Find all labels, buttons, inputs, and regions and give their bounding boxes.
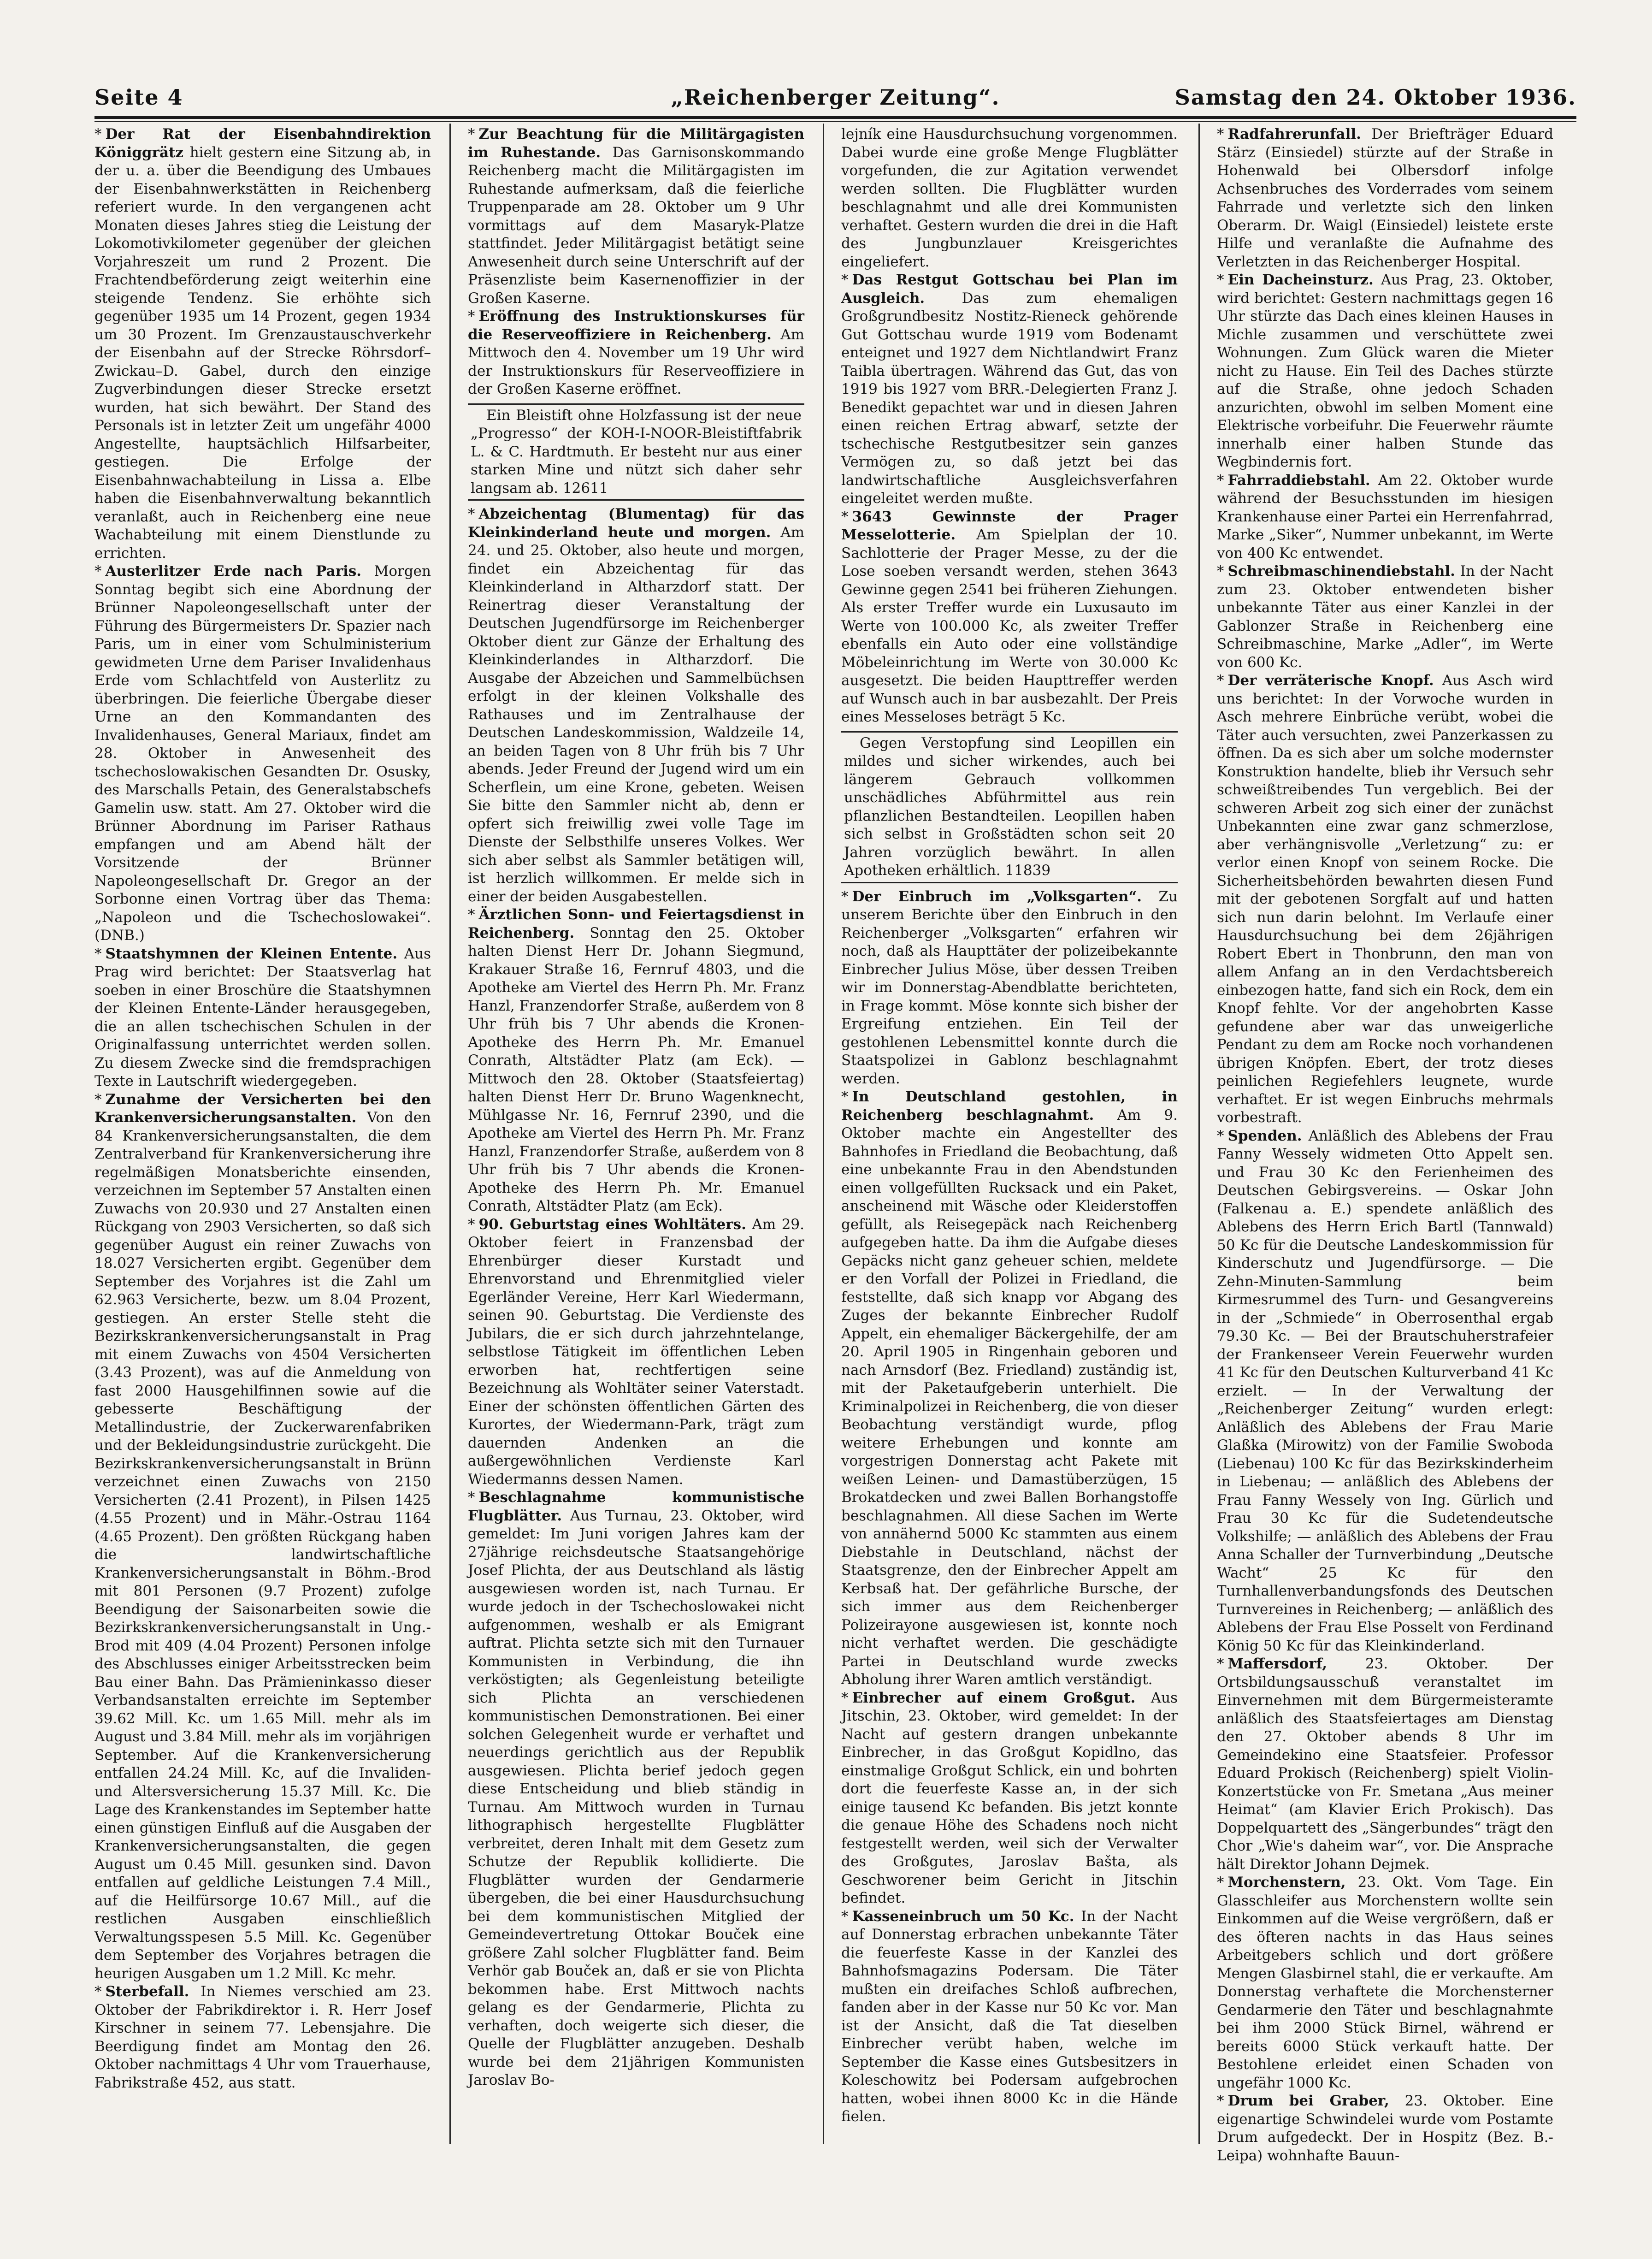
article-text: Anläßlich des Ablebens der Frau Fanny Wessely widmeten Otto Appelt sen. und Frau 30 Kc den Ferienheimen des Deutschen Gebirgsvereins. — Oskar John (Falkenau a. E.) spendete anläßlich des Ablebens des Herrn Erich Bartl (Tannwald) 50 Kc für die Deutsche Landeskommission für Kinderschutz und Jugendfürsorge. — Die Zehn-Minuten-Sammlung beim Kirmesrummel des Turn- und Gesangvereins in der „Schmiede“ in Oberrosenthal ergab 79.30 Kc. — Bei der Brautschuherstrafeier der Frankenseer Verein Feuerwehr wurden 41 Kc für den Deutschen Kulturverband 41 Kc erzielt. — In der Verwaltung der „Reichenberger Zeitung“ wurden erlegt: Anläßlich des Ablebens der Frau Marie Glaßka (Mirowitz) von der Familie Swoboda (Liebenau) 100 Kc für das Bezirkskinderheim in Liebenau; — anläßlich des Ablebens der Frau Fanny Wessely von Ing. Gürlich und Frau 30 Kc für die Sudetendeutsche Volkshilfe; — anläßlich des Ablebens der Frau Anna Schaller der Turnverbindung „Deutsche Wacht“ 25 Kc für den Turnhallenverbandungsfonds des Deutschen Turnvereines in Reichenberg; — anläßlich des Ablebens der Frau Else Posselt von Ferdinand König 50 Kc für das Kleinkinderland. (1217, 1127, 1553, 1654)
article-bullet: * (94, 1091, 102, 1108)
article-headline: 90. Geburtstag eines Wohltäters. (478, 1216, 746, 1233)
news-article (1217, 472, 1553, 563)
article-text: In Niemes verschied am 23. Oktober der Fabrikdirektor i. R. Herr Josef Kirschner in seinem 77. Lebensjahre. Die Beerdigung findet am Montag den 26. Oktober nachmittags 4 Uhr vom Trauerhause, Fabrikstraße 452, aus statt. (94, 1983, 431, 2091)
news-article (94, 562, 431, 945)
page-number: Seite 4 (94, 85, 183, 110)
article-text: Am 29. Oktober feiert in Franzensbad der Ehrenbürger dieser Kurstadt und Ehrenvorstand und Ehrenmitglied vieler Egerländer Vereine, Herr Karl Wiedermann, seinen 90. Geburtstag. Die Verdienste des Jubilars, die er sich durch jahrzehntelange, selbstlose Tätigkeit im öffentlichen Leben erworben hat, rechtfertigen seine Bezeichnung als Wohltäter seiner Vaterstadt. Einer der schönsten öffentlichen Gärten des Kurortes, der Wiedermann-Park, trägt zum dauernden Andenken an die außergewöhnlichen Verdienste Karl Wiedermanns dessen Namen. (468, 1216, 804, 1488)
article-text: Am 9. Oktober machte ein Angestellter des Bahnhofes in Friedland die Beobachtung, daß eine unbekannte Frau in den Abendstunden einen vollgefüllten Rucksack und ein Paket, anscheinend mit Wäsche oder Kleiderstoffen gefüllt, als Reisegepäck nach Reichenberg aufgegeben hatte. Da ihm die Aufgabe dieses Gepäcks nicht ganz geheuer schien, meldete er den Vorfall der Polizei in Friedland, die feststellte, daß sich knapp vor Abgang des Zuges der bekannte Einbrecher Rudolf Appelt, ein ehemaliger Bäckergehilfe, der am 20. April 1905 in Ringenhain geboren und nach Arnsdorf (Bez. Friedland) zuständig ist, mit der Paketaufgeberin unterhielt. Die Kriminalpolizei in Reichenberg, die von dieser Beobachtung verständigt wurde, pflog weitere Erhebungen und konnte am vorgestrigen Donnerstag acht Pakete mit weißen Leinen- und Damastüberzügen, 15 Brokatdecken und zwei Ballen Borhangstoffe beschlagnahmen. All diese Sachen im Werte von annähernd 5000 Kc stammten aus einem Diebstahle in Deutschland, nächst der Staatsgrenze, den der Einbrecher Appelt am Kerbsaß hat. Der gefährliche Bursche, der sich immer aus dem Reichenberger Polizeirayone ausgewiesen ist, konnte noch nicht verhaftet werden. Die geschädigte Partei in Deutschland wurde zwecks Abholung ihrer Waren amtlich verständigt. (841, 1106, 1178, 1688)
article-headline: Sterbefall. (105, 1983, 189, 2000)
article-headline: Zur Beachtung für die Militärgagisten im Ruhestande. (468, 126, 804, 161)
article-bullet: * (468, 1216, 475, 1233)
article-headline: Ein Dacheinsturz. (1227, 272, 1374, 288)
header-rule (94, 116, 1576, 119)
news-article (1217, 2092, 1553, 2165)
article-text: Aus Prag wird berichtet: Der Staatsverlag hat soeben in einer Broschüre die Staatshymnen der Kleinen Entente-Länder herausgegeben, die an allen tschechischen Schulen in der Originalfassung unterrichtet werden sollen. Zu diesem Zwecke sind die fremdsprachigen Texte in Lautschrift wiedergegeben. (94, 945, 431, 1089)
news-article (1217, 672, 1553, 1127)
news-article (1217, 125, 1553, 271)
article-headline: Staatshymnen der Kleinen Entente. (105, 945, 398, 962)
column-divider (449, 124, 451, 2144)
news-article (468, 906, 804, 1216)
news-article (1217, 562, 1553, 672)
column-2 (468, 125, 804, 2154)
article-headline: Der Rat der Eisenbahndirektion Königgrätz (94, 126, 431, 161)
article-text: Das zum ehemaligen Großgrundbesitz Nostitz-Rieneck gehörende Gut Gottschau wurde 1919 vom Bodenamt enteignet und 1927 dem Nichtlandwirt Franz Taibla übertragen. Während das Gut, das von 1919 bis 1927 vom BRR.-Delegierten Franz J. Benedikt gepachtet war und in diesen Jahren einen reichen Ertrag abwarf, setzte der tschechische Restgutbesitzer sein ganzes Vermögen zu, so daß jetzt bei das landwirtschaftliche Ausgleichsverfahren eingeleitet werden mußte. (841, 290, 1178, 507)
article-text: hielt gestern eine Sitzung ab, in der u. a. über die Beendigung des Umbaues der Eisenbahnwerkstätten in Reichenberg referiert wurde. In den vergangenen acht Monaten dieses Jahres stieg die Leistung der Lokomotivkilometer gegenüber der gleichen Vorjahreszeit um rund 2 Prozent. Die Frachtendbeförderung zeigt weiterhin eine steigende Tendenz. Sie erhöhte sich gegenüber 1935 um 14 Prozent, gegen 1934 um 30 Prozent. Im Grenzaustauschverkehr der Eisenbahn auf der Strecke Röhrsdorf–Zwickau–D. Gabel, durch den einzige Zugverbindungen dieser Strecke ersetzt wurden, hat sich bewährt. Der Stand des Personals ist in letzter Zeit um ungefähr 4000 Angestellte, hauptsächlich Hilfsarbeiter, gestiegen. Die Erfolge der Eisenbahnwachabteilung in Lissa a. Elbe haben die Eisenbahnverwaltung bekanntlich veranlaßt, auch in Reichenberg eine neue Wachabteilung mit einem Dienstlunde zu errichten. (94, 144, 431, 562)
article-text: Aus Jitschin, 23. Oktober, wird gemeldet: In der Nacht auf gestern drangen unbekannte Einbrecher, in das Großgut Kopidlno, das einstmalige Großgut Schlick, ein und bohrten dort die feuerfeste Kasse an, in der sich einige tausend Kc befanden. Bis jetzt konnte die genaue Höhe des Schadens noch nicht festgestellt werden, weil sich der Verwalter des Großgutes, Jaroslav Bašta, als Geschworener beim Gericht in Jitschin befindet. (841, 1689, 1178, 1906)
article-headline: Ärztlichen Sonn- und Feiertagsdienst in Reichenberg. (468, 906, 804, 941)
article-bullet: * (468, 126, 475, 142)
article-bullet: * (841, 1088, 849, 1105)
news-article (1217, 1874, 1553, 2092)
article-bullet: * (1217, 2093, 1224, 2109)
news-article (841, 1908, 1178, 2126)
news-article (1217, 1655, 1553, 1874)
article-text: Am 24. und 25. Oktober, also heute und morgen, findet ein Abzeichentag für das Kleinkinderland in Altharzdorf statt. Der Reinertrag dieser Veranstaltung der Deutschen Jugendfürsorge im Reichenberger Oktober dient zur Gänze der Erhaltung des Kleinkinderlandes in Altharzdorf. Die Ausgabe der Abzeichen und Sammelbüchsen erfolgt in der kleinen Volkshalle des Rathauses und im Zentralhause der Deutschen Landeskommission, Waldzeile 14, an beiden Tagen von 8 Uhr früh bis 7 Uhr abends. Jeder Freund der Jugend wird um ein Scherflein, um eine Krone, gebeten. Weisen Sie bitte den Sammler nicht ab, denn er opfert sich freiwillig zwei volle Tage im Dienste der Selbsthilfe unseres Volkes. Wer sich aber selbst als Sammler betätigen will, ist herzlich willkommen. Er melde sich in einer der beiden Ausgabestellen. (468, 524, 805, 905)
article-text: Zu unserem Berichte über den Einbruch in den Reichenberger „Volksgarten“ erfahren wir noch, daß als Haupttäter der polizeibekannte Einbrecher Julius Möse, über dessen Treiben wir im Donnerstag-Abendblatte berichteten, in Frage kommt. Möse konnte sich bisher der Ergreifung entziehen. Ein Teil der gestohlenen Lebensmittel konnte durch die Staatspolizei in Gablonz beschlagnahmt werden. (841, 888, 1178, 1087)
issue-date: Samstag den 24. Oktober 1936. (1174, 85, 1576, 110)
news-article (468, 1489, 804, 2090)
advertisement-notice (468, 403, 804, 501)
article-text: 23. Oktober. Der Ortsbildungsausschuß veranstaltet im Einvernehmen mit dem Bürgermeisteramte anläßlich des Staatsfeiertages am Dienstag den 27. Oktober abends 8 Uhr im Gemeindekino eine Staatsfeier. Professor Eduard Prokisch (Reichenberg) spielt Violin-Konzertstücke von Fr. Smetana „Aus meiner Heimat“ (am Klavier Erich Prokisch). Das Doppelquartett des „Sängerbundes“ trägt den Chor „Wie's daheim war“, vor. Die Ansprache hält Direktor Johann Dejmek. (1217, 1656, 1553, 1873)
news-article (841, 1088, 1178, 1689)
article-headline: Kasseneinbruch um 50 Kc. (852, 1908, 1074, 1925)
article-headline: Morchenstern, (1227, 1874, 1346, 1891)
article-bullet: * (1217, 272, 1224, 288)
article-bullet: * (841, 1908, 849, 1925)
article-bullet: * (1217, 1874, 1224, 1891)
article-bullet: * (94, 1983, 102, 2000)
article-text: Sonntag den 25. Oktober halten Dienst Herr Dr. Johann Siegmund, Krakauer Straße 16, Fernruf 4803, und die Apotheke am Viertel des Herrn Ph. Mr. Franz Hanzl, Franzendorfer Straße, außerdem von 8 Uhr früh bis 7 Uhr abends die Kronen-Apotheke des Herrn Ph. Mr. Emanuel Conrath, Altstädter Platz (am Eck). — Mittwoch den 28. Oktober (Staatsfeiertag) halten Dienst Herr Dr. Bruno Wagenknecht, Mühlgasse Nr. 16, Fernruf 2390, und die Apotheke am Viertel des Herrn Ph. Mr. Franz Hanzl, Franzendorfer Straße, außerdem von 8 Uhr früh bis 7 Uhr abends die Kronen-Apotheke des Herrn Ph. Mr. Emanuel Conrath, Altstädter Platz (am Eck). (468, 924, 805, 1214)
article-headline: Abzeichentag (Blumentag) für das Kleinkinderland heute und morgen. (468, 506, 804, 541)
article-text: Von den 84 Krankenversicherungsanstalten, die dem Zentralverband für Krankenversicherung ihre regelmäßigen Monatsberichte einsenden, verzeichnen im September 57 Anstalten einen Zuwachs von 20.930 und 27 Anstalten einen Rückgang von 2903 Versicherten, so daß sich gegenüber August ein reiner Zuwachs von 18.027 Versicherten ergibt. Gegenüber dem September des Vorjahres ist die Zahl um 62.963 Versicherte, bezw. um 8.04 Prozent, gestiegen. An erster Stelle steht die Bezirkskrankenversicherungsanstalt in Prag mit einem Zuwachs von 4504 Versicherten (3.43 Prozent), was auf die Anmeldung von fast 2000 Hausgehilfinnen sowie auf die gebesserte Beschäftigung der Metallindustrie, der Zuckerwarenfabriken und der Bekleidungsindustrie zurückgeht. Die Bezirkskrankenversicherungsanstalt in Brünn verzeichnet einen Zuwachs von 2150 Versicherten (2.41 Prozent), in Pilsen 1425 (4.55 Prozent) und in Mähr.-Ostrau 1164 (4.65 Prozent). Den größten Rückgang haben die landwirtschaftliche Krankenversicherungsanstalt in Böhm.-Brod mit 801 Personen (9.7 Prozent) zufolge Beendigung der Saisonarbeiten sowie die Bezirkskrankenversicherungsanstalt in Ung.-Brod mit 409 (4.04 Prozent) Personen infolge des Abschlusses einiger Arbeitsstrecken beim Bau einer Bahn. Das Prämieninkasso dieser Verbandsanstalten erreichte im September 39.62 Mill. Kc. um 1.65 Mill. mehr als im August und 3.84 Mill. mehr als im vorjährigen September. Auf die Krankenversicherung entfallen 24.24 Mill. Kc, auf die Invaliden- und Altersversicherung 15.37 Mill. Kc. Die Lage des Krankenstandes im September hatte einen günstigen Einfluß auf die Ausgaben der Krankenversicherungsanstalten, die gegen August um 0.45 Mill. gesunken sind. Davon entfallen auf geldliche Leistungen 7.4 Mill., auf die Heilfürsorge 10.67 Mill., auf die restlichen Ausgaben einschließlich Verwaltungsspesen 5.5 Mill. Kc. Gegenüber dem September des Vorjahres betragen die heurigen Ausgaben um 1.2 Mill. Kc mehr. (94, 1109, 431, 1982)
article-headline: Der verräterische Knopf. (1227, 672, 1434, 689)
article-bullet: * (1217, 672, 1224, 689)
article-headline: Drum bei Graber, (1227, 2093, 1389, 2109)
article-headline: Einbrecher auf einem Großgut. (852, 1689, 1136, 1706)
article-text: Am Mittwoch den 4. November um 19 Uhr wird der Instruktionskurs für Reserveoffiziere in der Großen Kaserne eröffnet. (468, 326, 804, 397)
article-headline: Maffersdorf, (1227, 1656, 1327, 1672)
article-text: Aus Prag, 23. Oktober, wird berichtet: Gestern nachmittags gegen 16 Uhr stürzte das Dach eines kleinen Hauses in Michle zusammen und verschüttete zwei Wohnungen. Zum Glück waren die Mieter nicht zu Hause. Ein Teil des Daches stürzte auf die Straße, ohne jedoch Schaden anzurichten, obwohl im selben Moment eine Elektrische vorbeifuhr. Die Feuerwehr räumte innerhalb einer halben Stunde das Wegbindernis fort. (1217, 272, 1554, 470)
article-text: Am Spielplan der 10. Sachlotterie der Prager Messe, zu der die Lose soeben versandt werden, stehen 3643 Gewinne gegen 2541 bei früheren Ziehungen. Als erster Treffer wurde ein Luxusauto im Werte von 100.000 Kc, als zweiter Treffer ebenfalls ein Auto oder eine vollständige Möbeleinrichtung im Werte von 30.000 Kc ausgesetzt. Die beiden Haupttreffer werden auf Wunsch auch in bar ausbezahlt. Der Preis eines Messeloses beträgt 5 Kc. (841, 526, 1178, 725)
news-article (1217, 271, 1553, 472)
news-article (841, 508, 1178, 727)
article-headline: Radfahrerunfall. (1227, 126, 1361, 142)
news-article (94, 1983, 431, 2092)
article-bullet: * (468, 906, 475, 923)
news-article (468, 1216, 804, 1489)
column-1 (94, 125, 431, 2154)
news-article (94, 125, 431, 562)
article-bullet: * (94, 126, 102, 142)
article-headline: Fahrraddiebstahl. (1227, 472, 1370, 489)
news-article (841, 888, 1178, 1088)
article-text: Ein Bleistift ohne Holzfassung ist der neue „Progresso“ der KOH-I-NOOR-Bleistiftfabrik L. & C. Hardtmuth. Er besteht nur aus einer starken Mine und nützt sich daher sehr langsam ab. 12611 (471, 407, 802, 497)
article-bullet: * (841, 888, 849, 905)
news-article (468, 308, 804, 399)
news-article (841, 125, 1178, 271)
article-text: Das Garnisonskommando Reichenberg macht die Militärgagisten im Ruhestande aufmerksam, daß die feierliche Truppenparade am 28. Oktober um 9 Uhr vormittags auf dem Masaryk-Platze stattfindet. Jeder Militärgagist betätigt seine Anwesenheit durch seine Unterschrift auf der Präsenzliste beim Kasernenoffizier in der Großen Kaserne. (468, 144, 804, 307)
article-text: 23. Okt. Vom Tage. Ein Glasschleifer aus Morchenstern wollte sein Einkommen auf die Weise vergrößern, daß er des öfteren nachts in das Haus seines Arbeitgebers schlich und dort größere Mengen Glasbirnel stahl, die er verkaufte. Am Donnerstag verhaftete die Morchensterner Gendarmerie den Täter und beschlagnahmte bei ihm 2000 Stück Birnel, während er bereits 6000 Stück verkauft hatte. Der Bestohlene erleidet einen Schaden von ungefähr 1000 Kc. (1217, 1874, 1553, 2091)
column-3 (841, 125, 1178, 2154)
article-text: Morgen Sonntag begibt sich eine Abordnung der Brünner Napoleongesellschaft unter der Führung des Bürgermeisters Dr. Spazier nach Paris, um in einer vom Schulministerium gewidmeten Urne dem Pariser Invalidenhaus Erde vom Schlachtfeld von Austerlitz zu überbringen. Die feierliche Übergabe dieser Urne an den Kommandanten des Invalidenhauses, General Mariaux, findet am 28. Oktober in Anwesenheit des tschechoslowakischen Gesandten Dr. Osusky, des Marschalls Petain, des Generalstabschefs Gamelin usw. statt. Am 27. Oktober wird die Brünner Abordnung im Pariser Rathaus empfangen und am Abend hält der Vorsitzende der Brünner Napoleongesellschaft Dr. Gregor an der Sorbonne einen Vortrag über das Thema: „Napoleon und die Tschechoslowakei“. (DNB.) (94, 563, 431, 944)
news-article (468, 505, 804, 906)
newspaper-title: „Reichenberger Zeitung“. (671, 85, 1000, 110)
article-bullet: * (841, 272, 849, 288)
article-headline: In Deutschland gestohlen, in Reichenberg beschlagnahmt. (841, 1088, 1178, 1124)
article-bullet: * (841, 1689, 849, 1706)
article-headline: Eröffnung des Instruktionskurses für die Reserveoffiziere in Reichenberg. (468, 308, 804, 343)
news-article (841, 271, 1178, 508)
column-4 (1217, 125, 1554, 2164)
article-text: Am 22. Oktober wurde während der Besuchsstunden im hiesigen Krankenhause einer Partei ein Herrenfahrrad, Marke „Siker“, Nummer unbekannt, im Werte von 400 Kc entwendet. (1217, 472, 1554, 562)
article-bullet: * (1217, 1127, 1224, 1144)
article-headline: 3643 Gewinnste der Prager Messelotterie. (841, 508, 1178, 543)
article-text: 23. Oktober. Eine eigenartige Schwindelei wurde vom Postamte Drum aufgedeckt. Der in Hospitz (Bez. B.-Leipa) wohnhafte Bauun- (1217, 2093, 1554, 2164)
article-text: Aus Turnau, 23. Oktober, wird gemeldet: Im Juni vorigen Jahres kam der 27jährige reichsdeutsche Staatsangehörige Josef Plichta, der aus Deutschland als lästig ausgewiesen worden ist, nach Turnau. Er wurde jedoch in der Tschechoslowakei nicht aufgenommen, weshalb er als Emigrant auftrat. Plichta setzte sich mit den Turnauer Kommunisten in Verbindung, die ihn verköstigten; als Gegenleistung beteiligte sich Plichta an verschiedenen kommunistischen Demonstrationen. Bei einer solchen Gelegenheit wurde er verhaftet und neuerdings gerichtlich aus der Republik ausgewiesen. Plichta berief jedoch gegen diese Entscheidung und blieb ständig in Turnau. Am Mittwoch wurden in Turnau lithographisch hergestellte Flugblätter verbreitet, deren Inhalt mit dem Gesetz zum Schutze der Republik kollidierte. Die Flugblätter wurden der Gendarmerie übergeben, die bei einer Hausdurchsuchung bei dem kommunistischen Mitglied der Gemeindevertretung Ottokar Bouček eine größere Zahl solcher Flugblätter fand. Beim Verhör gab Bouček an, daß er sie von Plichta bekommen habe. Erst Mittwoch nachts gelang es der Gendarmerie, Plichta zu verhaften, doch weigerte sich dieser, die Quelle der Flugblätter anzugeben. Deshalb wurde bei dem 21jährigen Kommunisten Jaroslav Bo- (468, 1507, 804, 2088)
news-article (94, 1091, 431, 1983)
header-rule-thin (94, 121, 1576, 122)
article-bullet: * (1217, 563, 1224, 580)
article-headline: Der Einbruch im „Volksgarten“. (852, 888, 1142, 905)
article-bullet: * (468, 1489, 475, 1506)
article-bullet: * (1217, 1656, 1224, 1672)
article-bullet: * (468, 308, 475, 325)
article-headline: Spenden. (1227, 1127, 1302, 1144)
article-bullet: * (1217, 126, 1224, 142)
advertisement-notice (841, 731, 1178, 883)
article-headline: Beschlagnahme kommunistische Flugblätter. (468, 1489, 804, 1524)
article-bullet: * (94, 945, 102, 962)
article-text: In der Nacht auf Donnerstag erbrachen unbekannte Täter die feuerfeste Kasse in der Kanzlei des Bahnhofsmagazins Podersam. Die Täter mußten ein dreifaches Schloß aufbrechen, fanden aber in der Kasse nur 50 Kc vor. Man ist der Ansicht, daß die Tat dieselben Einbrecher verübt haben, welche im September die Kasse eines Gutsbesitzers in Koleschowitz bei Podersam aufgebrochen hatten, wobei ihnen 8000 Kc in die Hände fielen. (841, 1908, 1178, 2125)
article-headline: Das Restgut Gottschau bei Plan im Ausgleich. (841, 272, 1178, 307)
article-text: Aus Asch wird uns berichtet: In der Vorwoche wurden in Asch mehrere Einbrüche verübt, wobei die Täter auch versuchten, zwei Panzerkassen zu öffnen. Da es sich aber um solche modernster Konstruktion handelte, blieb ihr Versuch sehr schweißtreibendes Tun vergeblich. Bei der schweren Arbeit zog sich einer der zunächst Unbekannten eine zwar ganz schmerzlose, aber verhängnisvolle „Verletzung“ zu: er verlor einen Knopf von seinem Rocke. Die Sicherheitsbehörden bewahrten diesen Fund mit der gebotenen Sorgfalt auf und hatten sich nun darin belohnt. Im Verlaufe einer Hausdurchsuchung bei dem 26jährigen Robert Ebert in Thonbrunn, den man von allem Anfang an in den Verdachtsbereich einbezogen hatte, fand sich ein Rock, dem ein Knopf fehlte. Vor der angehobrten Kasse gefundene aber war das unweigerliche Pendant zu dem am Rocke noch vorhandenen übrigen Knöpfen. Ebert, der trotz dieses peinlichen Regiefehlers leugnete, wurde verhaftet. Er ist wegen Einbruchs mehrmals vorbestraft. (1217, 672, 1553, 1126)
article-bullet: * (94, 563, 102, 580)
article-text: In der Nacht zum 23. Oktober entwendeten bisher unbekannte Täter aus einer Kanzlei in der Gablonzer Straße in Reichenberg eine Schreibmaschine, Marke „Adler“, im Werte von 600 Kc. (1217, 563, 1553, 671)
article-headline: Zunahme der Versicherten bei den Krankenversicherungsanstalten. (94, 1091, 431, 1126)
article-bullet: * (1217, 472, 1224, 489)
article-headline: Schreibmaschinendiebstahl. (1227, 563, 1455, 580)
article-text: Gegen Verstopfung sind Leopillen ein mildes und sicher wirkendes, auch bei längerem Gebrauch vollkommen unschädliches Abführmittel aus rein pflanzlichen Bestandteilen. Leopillen haben sich selbst in Großstädten schon seit 20 Jahren vorzüglich bewährt. In allen Apotheken erhältlich. 11839 (844, 734, 1175, 879)
column-divider (823, 124, 824, 2144)
news-article (94, 945, 431, 1091)
masthead (94, 81, 1576, 113)
news-article (1217, 1127, 1553, 1656)
article-text: Der Briefträger Eduard Stärz (Einsiedel) stürzte auf der Straße in Hohenwald bei Olbersdorf infolge Achsenbruches des Vorderrades vom seinem Fahrrade und verletzte sich den linken Oberarm. Dr. Waigl (Einsiedel) leistete erste Hilfe und veranlaßte die Aufnahme des Verletzten in das Reichenberger Hospital. (1217, 126, 1553, 270)
news-article (841, 1689, 1178, 1908)
article-text: lejník eine Hausdurchsuchung vorgenommen. Dabei wurde eine große Menge Flugblätter vorgefunden, die zur Agitation verwendet werden sollten. Die Flugblätter wurden beschlagnahmt und alle drei Kommunisten verhaftet. Gestern wurden die drei in die Haft des Jungbunzlauer Kreisgerichtes eingeliefert. (841, 126, 1178, 270)
article-bullet: * (468, 506, 475, 522)
article-bullet: * (841, 508, 849, 525)
column-divider (1198, 124, 1200, 2144)
article-headline: Austerlitzer Erde nach Paris. (105, 563, 362, 580)
news-article (468, 125, 804, 308)
